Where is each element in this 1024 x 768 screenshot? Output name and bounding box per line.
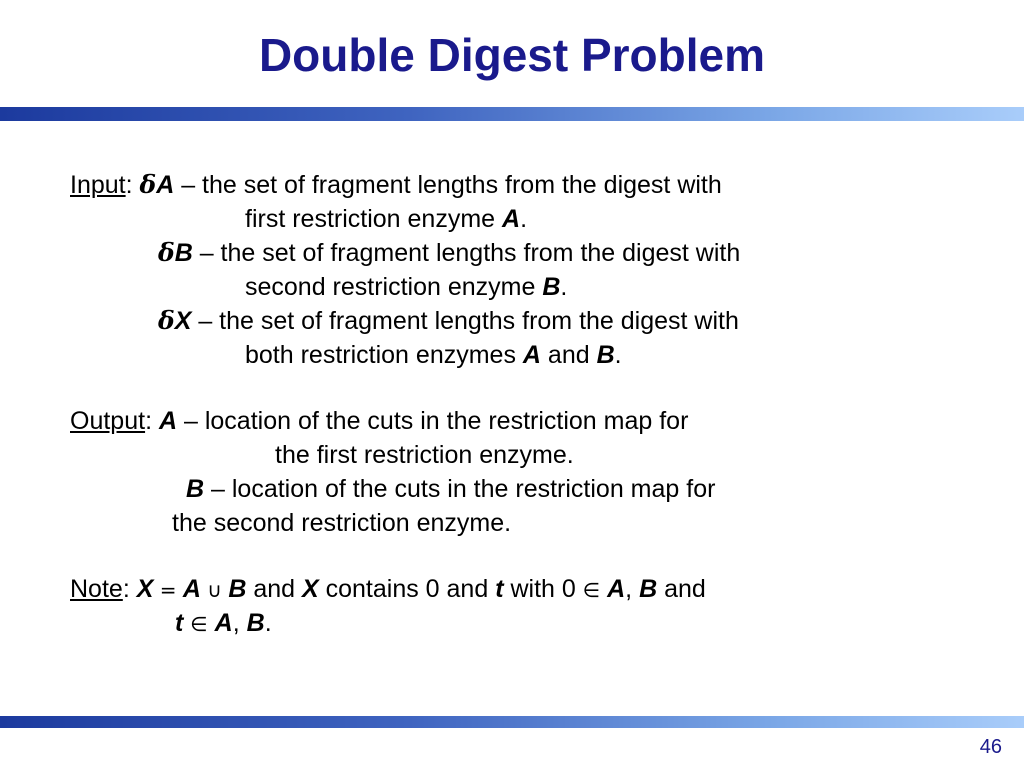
with-text: with 0 [503,575,583,603]
note-line-1: Note: X = A ∪ B and X contains 0 and t with 0 ∈ A, B and [70,575,706,603]
union-symbol: ∪ [200,578,229,602]
input-label: Input [70,171,126,199]
delta-symbol: δ [158,306,175,335]
var-B: B [596,341,615,369]
input-line-5 [158,306,739,336]
input-x-desc-cont: both restriction enzymes [245,341,523,369]
output-line-1: Output: A – location of the cuts in the restriction map for [70,407,689,435]
note-label: Note [70,575,123,603]
var-B: B [246,609,265,637]
var-B: B [639,575,658,603]
output-line-3 [186,474,715,504]
period: . [264,609,272,637]
input-line-2 [245,204,527,234]
input-line-1: Input: δA – the set of fragment lengths from the digest with [70,170,722,199]
var-X: X [174,307,192,335]
output-line-4 [172,508,511,538]
input-a-desc: – the set of fragment lengths from the digest with [174,171,722,199]
var-A: A [214,609,233,637]
output-label: Output [70,407,146,435]
input-line-3 [158,238,740,268]
element-of-symbol: ∈ [190,612,208,636]
var-A: A [158,407,178,435]
var-t: t [175,609,184,637]
and-text: and [540,341,597,369]
bottom-divider-bar [0,716,1024,728]
output-b-desc-cont: the second restriction enzyme. [172,509,512,537]
output-line-2 [275,440,574,470]
input-b-desc: – the set of fragment lengths from the digest with [192,239,741,267]
slide-title: Double Digest Problem [258,29,766,81]
var-B: B [228,575,247,603]
equals-sign: = [153,578,183,602]
var-A: A [522,341,541,369]
element-of-symbol: ∈ [582,578,601,602]
period: . [614,341,622,369]
and-text: and [657,575,706,603]
var-B: B [174,239,193,267]
page-number: 46 [979,736,1002,758]
period: . [520,205,528,233]
delta-symbol: δ [158,238,175,267]
var-A: A [502,205,521,233]
comma: , [625,575,640,603]
output-a-desc-cont: the first restriction enzyme. [275,441,574,469]
output-a-desc: – location of the cuts in the restriction map for [177,407,689,435]
period: . [560,273,568,301]
contains-text: contains 0 and [318,575,496,603]
var-B: B [186,475,205,503]
and-text: and [246,575,302,603]
input-line-6 [245,340,622,370]
note-line-2 [175,608,272,639]
var-A: A [607,575,626,603]
comma: , [232,609,247,637]
var-X: X [136,575,154,603]
input-line-4 [245,272,567,302]
var-t: t [495,575,504,603]
input-a-desc-cont: first restriction enzyme [245,205,503,233]
input-x-desc: – the set of fragment lengths from the digest with [191,307,739,335]
output-b-desc: – location of the cuts in the restriction map for [204,475,716,503]
var-A: A [156,171,175,199]
input-b-desc-cont: second restriction enzyme [245,273,543,301]
var-X: X [301,575,319,603]
var-B: B [542,273,561,301]
var-A: A [182,575,201,603]
delta-symbol: δ [139,170,157,199]
